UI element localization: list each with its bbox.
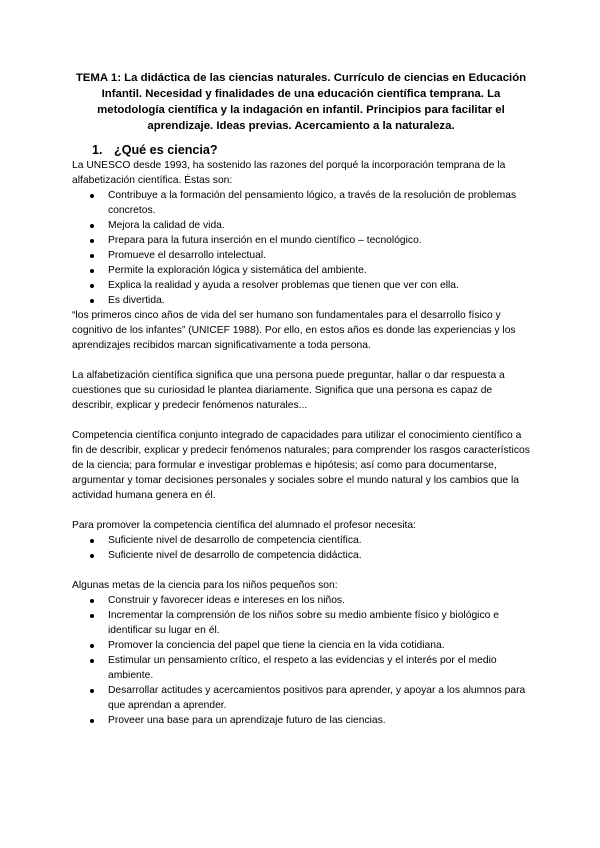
- bullet-icon: [90, 239, 94, 243]
- bullet-icon: [90, 554, 94, 558]
- list-item-text: Estimular un pensamiento crítico, el respeto a las evidencias y el interés por el medio ambiente.: [108, 655, 497, 681]
- spacer: [72, 503, 530, 518]
- list-item-text: Proveer una base para un aprendizaje futuro de las ciencias.: [108, 715, 386, 726]
- bullet-icon: [90, 224, 94, 228]
- list-item: [72, 188, 530, 218]
- competence-paragraph: Competencia científica conjunto integrado de capacidades para utilizar el conocimiento científico a fin de describir, explicar y predecir fenómenos naturales; para comprender los rasgos característicos de la ciencia; para formular e investigar problemas e hipótesis; así como para documentarse, argumentar y tomar decisiones personales y sociales sobre el mundo natural y los cambios que la actividad humana genera en él.: [72, 430, 530, 501]
- bullet-icon: [90, 269, 94, 273]
- bullet-icon: [90, 599, 94, 603]
- list-item: [72, 638, 530, 653]
- reasons-list: [72, 188, 530, 308]
- list-item-text: Suficiente nivel de desarrollo de competencia didáctica.: [108, 550, 362, 561]
- list-item: [72, 713, 530, 728]
- list-item-text: Promueve el desarrollo intelectual.: [108, 250, 266, 261]
- list-item: [72, 548, 530, 563]
- list-item-text: Promover la conciencia del papel que tiene la ciencia en la vida cotidiana.: [108, 640, 445, 651]
- list-item: [72, 293, 530, 308]
- list-item: [72, 593, 530, 608]
- bullet-icon: [90, 659, 94, 663]
- goals-list: [72, 593, 530, 728]
- bullet-icon: [90, 299, 94, 303]
- list-item: [72, 218, 530, 233]
- bullet-icon: [90, 644, 94, 648]
- bullet-icon: [90, 614, 94, 618]
- goals-intro-paragraph: Algunas metas de la ciencia para los niños pequeños son:: [72, 580, 338, 591]
- list-item: [72, 653, 530, 683]
- section-heading: [92, 142, 530, 158]
- section-title: ¿Qué es ciencia?: [114, 143, 218, 157]
- spacer: [72, 413, 530, 428]
- list-item-text: Contribuye a la formación del pensamiento lógico, a través de la resolución de problemas concretos.: [108, 190, 517, 216]
- list-item-text: Construir y favorecer ideas e intereses en los niños.: [108, 595, 345, 606]
- list-item: [72, 608, 530, 638]
- list-item-text: Prepara para la futura inserción en el mundo científico – tecnológico.: [108, 235, 422, 246]
- literacy-paragraph: La alfabetización científica significa que una persona puede preguntar, hallar o dar respuesta a cuestiones que su curiosidad le plantea diariamente. Significa que una persona es capaz de describir, explicar y predecir fenómenos naturales...: [72, 370, 505, 411]
- list-item: [72, 233, 530, 248]
- unicef-quote-paragraph: “los primeros cinco años de vida del ser humano son fundamentales para el desarrollo físico y cognitivo de los infantes” (UNICEF 1988). Por ello, en estos años es donde las experiencias y los aprendizajes recibidos marcan significativamente a toda persona.: [72, 310, 516, 351]
- teacher-intro-paragraph: Para promover la competencia científica del alumnado el profesor necesita:: [72, 520, 416, 531]
- list-item-text: Explica la realidad y ayuda a resolver problemas que tienen que ver con ella.: [108, 280, 459, 291]
- bullet-icon: [90, 719, 94, 723]
- section-number: 1.: [92, 143, 103, 157]
- bullet-icon: [90, 689, 94, 693]
- list-item: [72, 248, 530, 263]
- bullet-icon: [90, 254, 94, 258]
- list-item: [72, 683, 530, 713]
- intro-paragraph: La UNESCO desde 1993, ha sostenido las razones del porqué la incorporación temprana de la alfabetización científica. Éstas son:: [72, 160, 506, 186]
- list-item-text: Incrementar la comprensión de los niños sobre su medio ambiente físico y biológico e identificar su lugar en él.: [108, 610, 499, 636]
- spacer: [72, 353, 530, 368]
- list-item-text: Es divertida.: [108, 295, 165, 306]
- document-page: [72, 70, 530, 728]
- bullet-icon: [90, 539, 94, 543]
- list-item: [72, 263, 530, 278]
- list-item-text: Suficiente nivel de desarrollo de competencia científica.: [108, 535, 362, 546]
- spacer: [72, 563, 530, 578]
- list-item: [72, 278, 530, 293]
- document-title: TEMA 1: La didáctica de las ciencias naturales. Currículo de ciencias en Educación Infantil. Necesidad y finalidades de una educación científica temprana. La metodología científica y la indagación en infantil. Principios para facilitar el aprendizaje. Ideas previas. Acercamiento a la naturaleza.: [75, 72, 527, 132]
- list-item: [72, 533, 530, 548]
- teacher-needs-list: [72, 533, 530, 563]
- bullet-icon: [90, 284, 94, 288]
- list-item-text: Mejora la calidad de vida.: [108, 220, 225, 231]
- bullet-icon: [90, 194, 94, 198]
- list-item-text: Desarrollar actitudes y acercamientos positivos para aprender, y apoyar a los alumnos para que aprendan a aprender.: [108, 685, 526, 711]
- list-item-text: Permite la exploración lógica y sistemática del ambiente.: [108, 265, 367, 276]
